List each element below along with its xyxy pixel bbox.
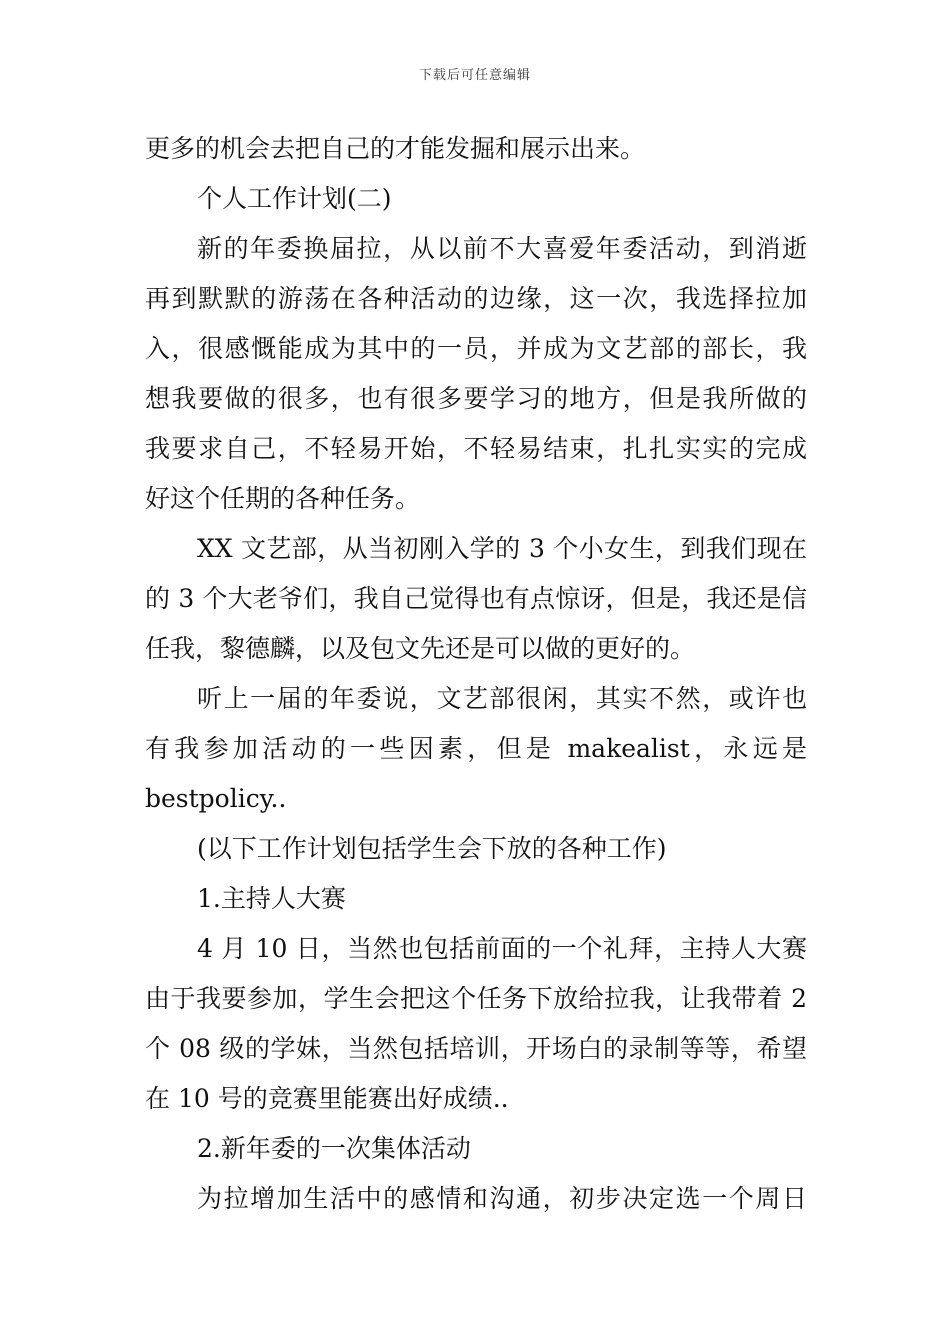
text-line: 有我参加活动的一些因素，但是 makealist，永远是 bbox=[145, 734, 807, 763]
text-line: 好这个任期的各种任务。 bbox=[145, 484, 421, 513]
text-line: 听上一届的年委说，文艺部很闲，其实不然，或许也 bbox=[197, 684, 807, 713]
text-line: 4 月 10 日，当然也包括前面的一个礼拜，主持人大赛 bbox=[197, 934, 807, 963]
text-line: (以下工作计划包括学生会下放的各种工作) bbox=[197, 834, 667, 863]
text-line: 入，很感慨能成为其中的一员，并成为文艺部的部长，我 bbox=[145, 334, 807, 363]
section-heading: 个人工作计划(二) bbox=[197, 184, 392, 213]
list-item-heading: 2.新年委的一次集体活动 bbox=[197, 1134, 471, 1163]
text-line: 的 3 个大老爷们，我自己觉得也有点惊讶，但是，我还是信 bbox=[145, 584, 807, 613]
text-line: 新的年委换届拉，从以前不大喜爱年委活动，到消逝 bbox=[197, 234, 807, 263]
text-line: XX 文艺部，从当初刚入学的 3 个小女生，到我们现在 bbox=[197, 534, 807, 563]
text-line: 更多的机会去把自己的才能发掘和展示出来。 bbox=[145, 134, 646, 163]
text-line: 我要求自己，不轻易开始，不轻易结束，扎扎实实的完成 bbox=[145, 434, 807, 463]
text-line: 由于我要参加，学生会把这个任务下放给拉我，让我带着 2 bbox=[145, 984, 807, 1013]
text-line: 任我，黎德麟，以及包文先还是可以做的更好的。 bbox=[145, 634, 696, 663]
text-line: 想我要做的很多，也有很多要学习的地方，但是我所做的 bbox=[145, 384, 807, 413]
text-line: 为拉增加生活中的感情和沟通，初步决定选一个周日 bbox=[197, 1184, 807, 1213]
document-body bbox=[145, 124, 807, 1224]
text-line: bestpolicy.. bbox=[145, 784, 287, 813]
text-line: 再到默默的游荡在各种活动的边缘，这一次，我选择拉加 bbox=[145, 284, 807, 313]
text-line: 个 08 级的学妹，当然包括培训，开场白的录制等等，希望 bbox=[145, 1034, 807, 1063]
text-line: 在 10 号的竞赛里能赛出好成绩.. bbox=[145, 1084, 509, 1113]
list-item-heading: 1.主持人大赛 bbox=[197, 884, 346, 913]
page-header: 下载后可任意编辑 bbox=[418, 68, 531, 83]
